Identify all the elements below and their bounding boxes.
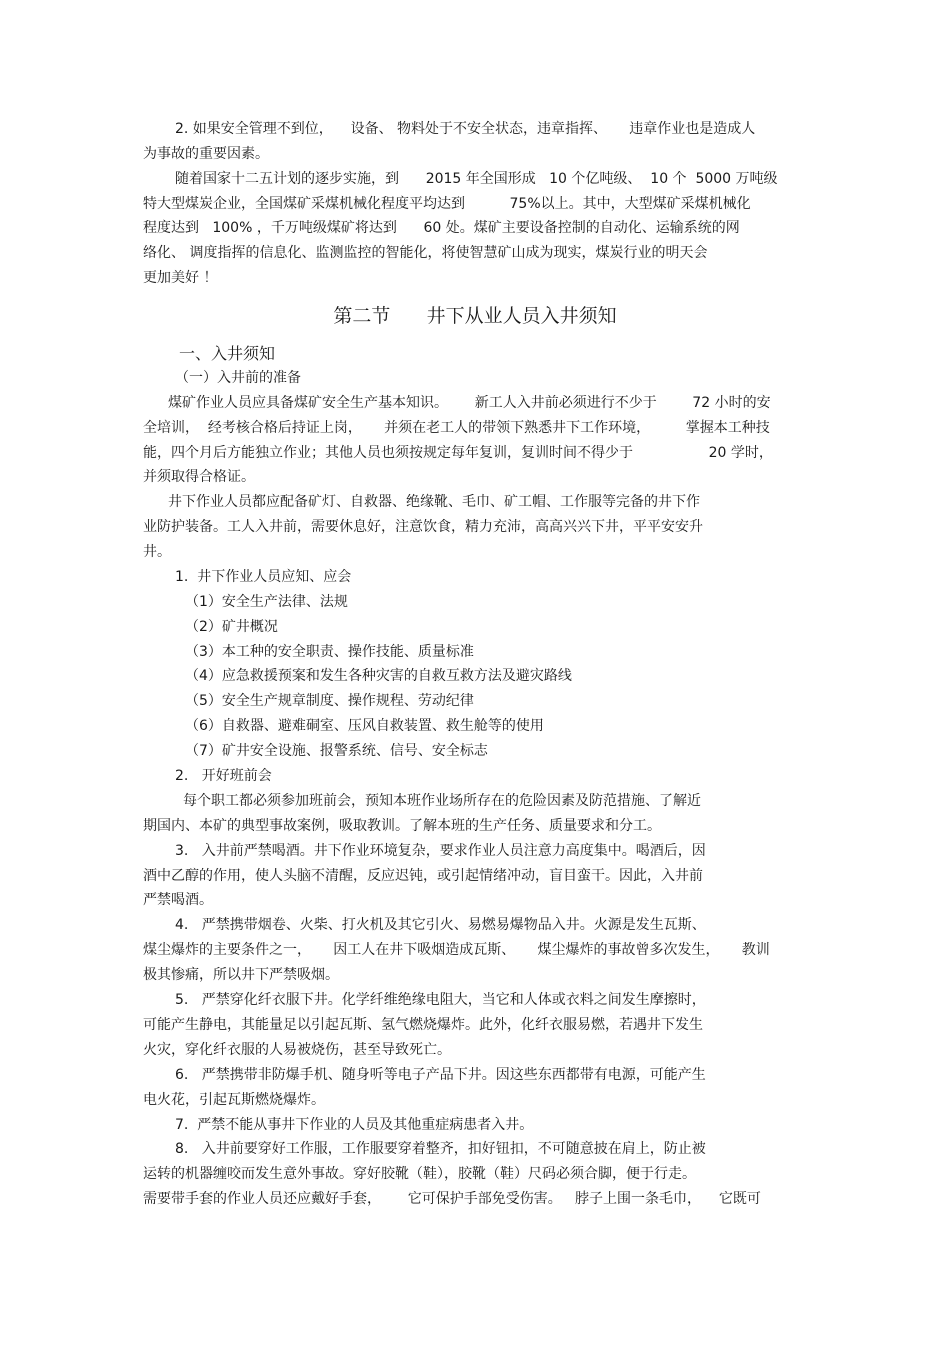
list-item: （5）安全生产规章制度、操作规程、劳动纪律	[185, 693, 474, 709]
intro-line: 更加美好 ！	[143, 270, 218, 286]
paragraph-line: 严禁喝酒。	[143, 892, 213, 908]
section-heading: 一、入井须知	[179, 344, 276, 363]
paragraph-line: 8. 入井前要穿好工作服，工作服要穿着整齐，扣好钮扣，不可随意披在肩上，防止被	[175, 1141, 706, 1157]
list-item: （6）自救器、避难硐室、压风自救装置、救生舱等的使用	[185, 718, 544, 734]
paragraph-line: 3. 入井前严禁喝酒。井下作业环境复杂，要求作业人员注意力高度集中。喝酒后，因	[175, 843, 706, 859]
paragraph-line: 4. 严禁携带烟卷、火柴、打火机及其它引火、易燃易爆物品入井。火源是发生瓦斯、	[175, 917, 706, 933]
intro-line: 程度达到 100% ，千万吨级煤矿将达到 60 处。煤矿主要设备控制的自动化、运输系统的网	[143, 220, 740, 236]
paragraph-line: 期国内、本矿的典型事故案例，吸取教训。了解本班的生产任务、质量要求和分工。	[143, 818, 661, 834]
paragraph-line: 业防护装备。工人入井前，需要休息好，注意饮食，精力充沛，高高兴兴下井，平平安安升	[143, 519, 703, 535]
list-item: （4）应急救援预案和发生各种灾害的自救互救方法及避灾路线	[185, 668, 572, 684]
paragraph-line: 并须取得合格证。	[143, 469, 255, 485]
paragraph-line: 能，四个月后方能独立作业；其他人员也须按规定每年复训，复训时间不得少于 20 学时，	[143, 445, 773, 461]
paragraph-line: 电火花，引起瓦斯燃烧爆炸。	[143, 1092, 325, 1108]
paragraph-line: 煤尘爆炸的主要条件之一， 因工人在井下吸烟造成瓦斯、 煤尘爆炸的事故曾多次发生， 教训	[143, 942, 770, 958]
intro-line: 为事故的重要因素。	[143, 146, 269, 162]
item-title: 1. 井下作业人员应知、应会	[175, 569, 352, 585]
paragraph-line: 极其惨痛，所以井下严禁吸烟。	[143, 967, 339, 983]
list-item: （3）本工种的安全职责、操作技能、质量标准	[185, 644, 474, 660]
paragraph-line: 煤矿作业人员应具备煤矿安全生产基本知识。 新工人入井前必须进行不少于 72 小时的安	[168, 395, 771, 411]
paragraph-line: 7. 严禁不能从事井下作业的人员及其他重症病患者入井。	[175, 1117, 534, 1133]
paragraph-line: 火灾，穿化纤衣服的人易被烧伤，甚至导致死亡。	[143, 1042, 451, 1058]
paragraph-line: 运转的机器缠咬而发生意外事故。穿好胶靴（鞋），胶靴（鞋）尺码必须合脚，便于行走。	[143, 1166, 696, 1182]
paragraph-line: 5. 严禁穿化纤衣服下井。化学纤维绝缘电阻大，当它和人体或衣料之间发生摩擦时，	[175, 992, 706, 1008]
intro-line: 特大型煤炭企业，全国煤矿采煤机械化程度平均达到 75%以上。其中，大型煤矿采煤机械化	[143, 196, 751, 212]
item-title: 2. 开好班前会	[175, 768, 272, 784]
paragraph-line: 全培训， 经考核合格后持证上岗， 并须在老工人的带领下熟悉井下工作环境， 掌握本工种技	[143, 420, 770, 436]
paragraph-line: 可能产生静电，其能量足以引起瓦斯、氢气燃烧爆炸。此外，化纤衣服易燃，若遇井下发生	[143, 1017, 703, 1033]
paragraph-line: 井。	[143, 544, 171, 560]
paragraph-line: 每个职工都必须参加班前会，预知本班作业场所存在的危险因素及防范措施、了解近	[183, 793, 701, 809]
section-title: 第二节 井下从业人员入井须知	[333, 305, 617, 327]
paragraph-line: 酒中乙醇的作用，使人头脑不清醒，反应迟钝，或引起情绪冲动，盲目蛮干。因此，入井前	[143, 868, 703, 884]
paragraph-line: 需要带手套的作业人员还应戴好手套， 它可保护手部免受伤害。 脖子上围一条毛巾， 它既可	[143, 1191, 761, 1207]
intro-line: 络化、 调度指挥的信息化、监测监控的智能化，将使智慧矿山成为现实，煤炭行业的明天会	[143, 245, 708, 261]
intro-line: 2. 如果安全管理不到位， 设备、 物料处于不安全状态，违章指挥、 违章作业也是造成人	[175, 121, 756, 137]
list-item: （2）矿井概况	[185, 619, 278, 635]
list-item: （1）安全生产法律、法规	[185, 594, 348, 610]
subsection-heading: （一）入井前的准备	[175, 370, 301, 386]
list-item: （7）矿井安全设施、报警系统、信号、安全标志	[185, 743, 488, 759]
intro-line: 随着国家十二五计划的逐步实施，到 2015 年全国形成 10 个亿吨级、 10 个 5000 万吨级	[175, 171, 778, 187]
paragraph-line: 6. 严禁携带非防爆手机、随身听等电子产品下井。因这些东西都带有电源，可能产生	[175, 1067, 706, 1083]
paragraph-line: 井下作业人员都应配备矿灯、自救器、绝缘靴、毛巾、矿工帽、工作服等完备的井下作	[168, 494, 700, 510]
